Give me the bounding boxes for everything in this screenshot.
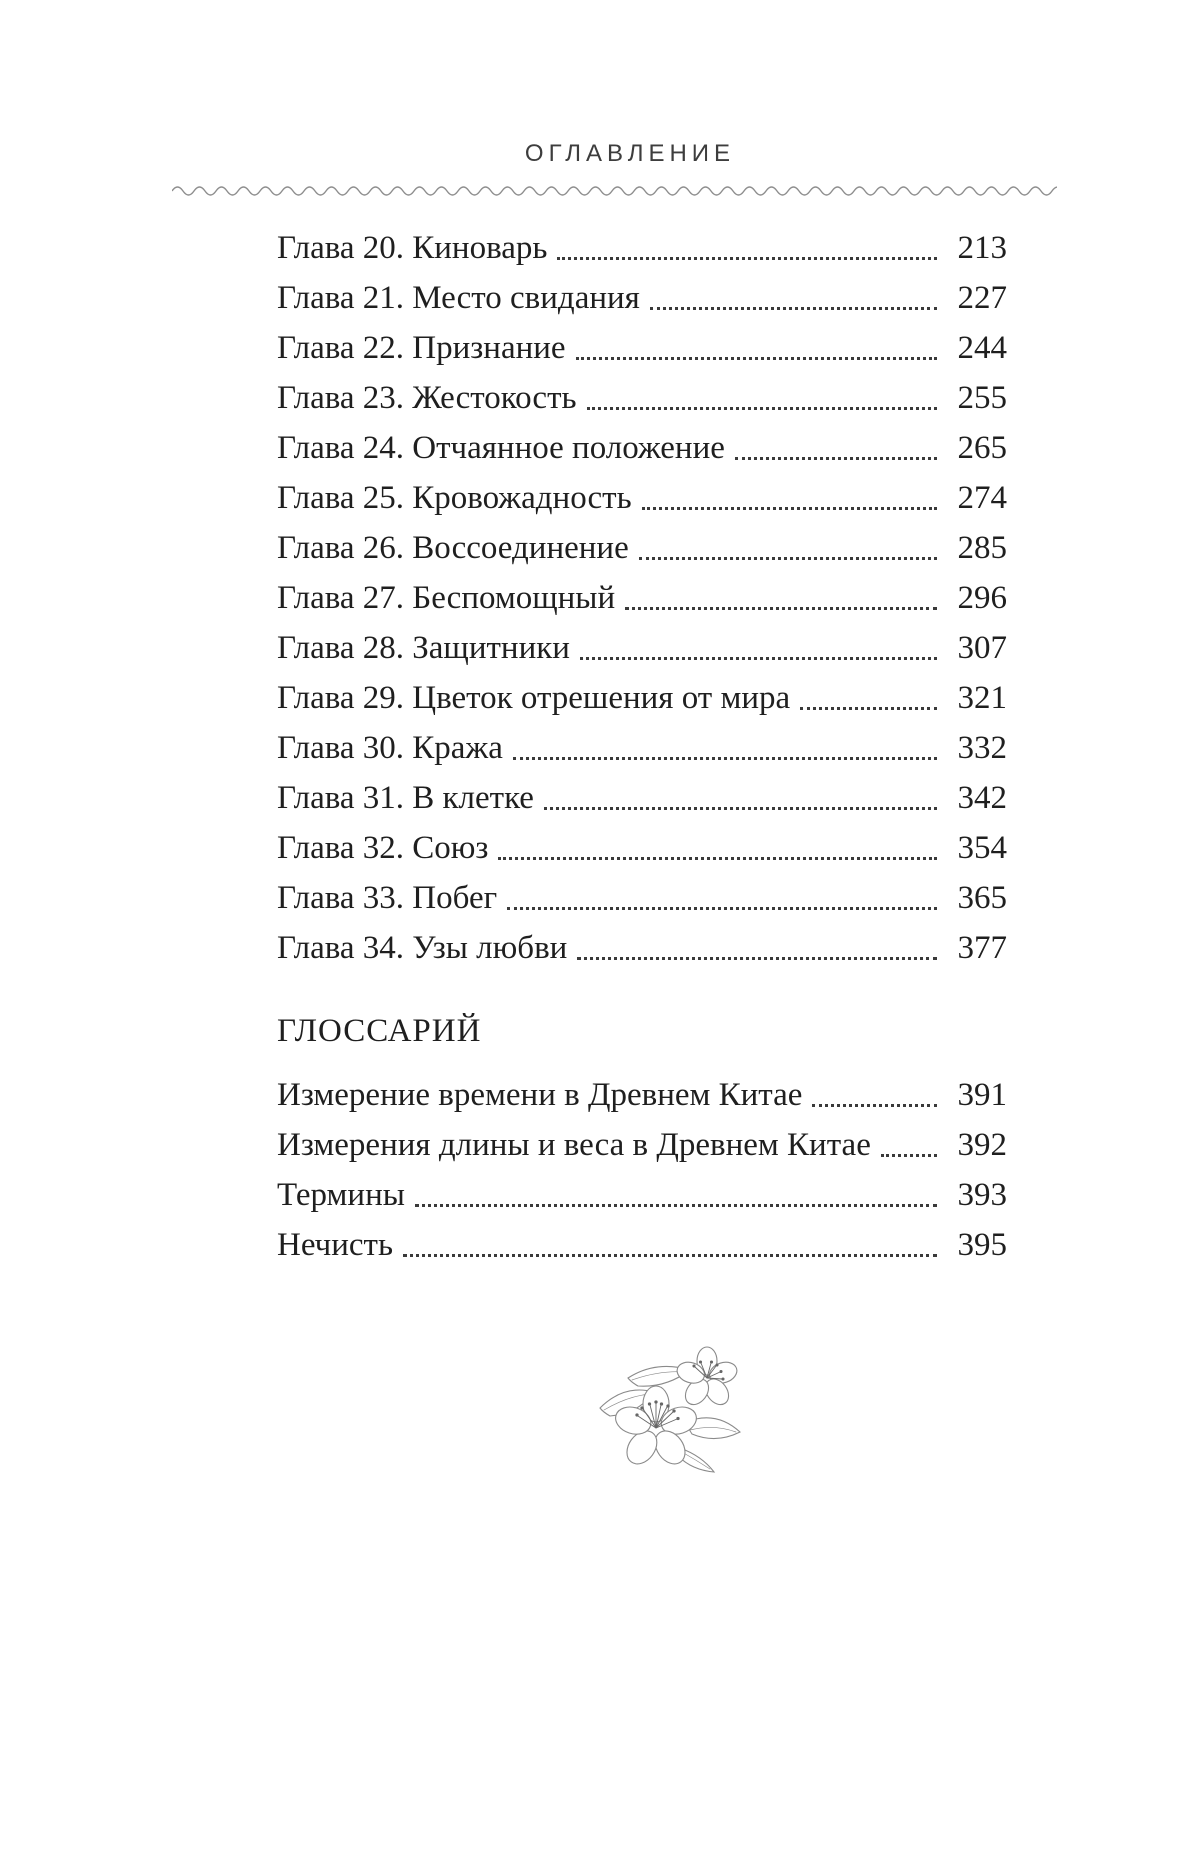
page-title: ОГЛАВЛЕНИЕ xyxy=(524,140,736,167)
toc-entry xyxy=(277,423,1007,473)
glossary-entry xyxy=(277,1120,1007,1170)
page-number: 255 xyxy=(957,380,1007,416)
wavy-divider-icon xyxy=(172,184,1057,196)
chapter-label: Глава 25. Кровожадность xyxy=(277,480,632,516)
dot-leader xyxy=(650,307,937,310)
chapter-label: Глава 20. Киноварь xyxy=(277,230,548,266)
glossary-heading: ГЛОССАРИЙ xyxy=(277,1013,482,1049)
chapter-label: Глава 30. Кража xyxy=(277,730,503,766)
page-number: 213 xyxy=(957,230,1007,266)
page-number: 285 xyxy=(957,530,1007,566)
dot-leader xyxy=(577,957,937,960)
dot-leader xyxy=(576,357,937,360)
chapter-label: Глава 24. Отчаянное положение xyxy=(277,430,725,466)
page-number: 393 xyxy=(957,1177,1007,1213)
page-number: 227 xyxy=(957,280,1007,316)
dot-leader xyxy=(513,757,937,760)
chapter-label: Глава 23. Жестокость xyxy=(277,380,577,416)
toc-entry xyxy=(277,523,1007,573)
dot-leader xyxy=(544,807,937,810)
toc-entry xyxy=(277,323,1007,373)
dot-leader xyxy=(507,907,937,910)
page-number: 307 xyxy=(957,630,1007,666)
page-number: 321 xyxy=(957,680,1007,716)
toc-entry xyxy=(277,373,1007,423)
glossary-label: Нечисть xyxy=(277,1227,394,1263)
page-number: 274 xyxy=(957,480,1007,516)
glossary-list xyxy=(277,1070,1007,1270)
dot-leader xyxy=(639,557,937,560)
chapter-label: Глава 34. Узы любви xyxy=(277,930,568,966)
toc-entry xyxy=(277,873,1007,923)
chapter-label: Глава 29. Цветок отрешения от мира xyxy=(277,680,791,716)
cherry-blossom-icon xyxy=(588,1342,750,1480)
page-number: 342 xyxy=(957,780,1007,816)
toc-entry xyxy=(277,473,1007,523)
page-number: 377 xyxy=(957,930,1007,966)
chapter-label: Глава 32. Союз xyxy=(277,830,489,866)
dot-leader xyxy=(625,607,937,610)
chapter-label: Глава 21. Место свидания xyxy=(277,280,640,316)
toc-entry xyxy=(277,573,1007,623)
page-number: 354 xyxy=(957,830,1007,866)
dot-leader xyxy=(735,457,937,460)
dot-leader xyxy=(587,407,937,410)
dot-leader xyxy=(800,707,937,710)
chapter-label: Глава 22. Признание xyxy=(277,330,566,366)
chapter-label: Глава 26. Воссоединение xyxy=(277,530,629,566)
dot-leader xyxy=(812,1104,937,1107)
page-number: 296 xyxy=(957,580,1007,616)
page-number: 392 xyxy=(957,1127,1007,1163)
page-number: 332 xyxy=(957,730,1007,766)
glossary-label: Измерение времени в Древнем Китае xyxy=(277,1077,803,1113)
page-number: 395 xyxy=(957,1227,1007,1263)
chapter-label: Глава 27. Беспомощный xyxy=(277,580,616,616)
page-number: 365 xyxy=(957,880,1007,916)
dot-leader xyxy=(415,1204,937,1207)
glossary-label: Термины xyxy=(277,1177,405,1213)
dot-leader xyxy=(580,657,937,660)
dot-leader xyxy=(498,857,937,860)
glossary-entry xyxy=(277,1170,1007,1220)
glossary-entry xyxy=(277,1220,1007,1270)
dot-leader xyxy=(557,257,937,260)
chapter-label: Глава 28. Защитники xyxy=(277,630,570,666)
toc-entry xyxy=(277,723,1007,773)
table-of-contents xyxy=(277,223,1007,1270)
toc-entry xyxy=(277,223,1007,273)
toc-entry xyxy=(277,773,1007,823)
toc-entry xyxy=(277,923,1007,973)
toc-entry xyxy=(277,823,1007,873)
page-number: 244 xyxy=(957,330,1007,366)
toc-entry xyxy=(277,273,1007,323)
dot-leader xyxy=(403,1254,937,1257)
toc-entry xyxy=(277,673,1007,723)
page-number: 391 xyxy=(957,1077,1007,1113)
glossary-label: Измерения длины и веса в Древнем Китае xyxy=(277,1127,871,1163)
toc-entry xyxy=(277,623,1007,673)
chapter-label: Глава 33. Побег xyxy=(277,880,498,916)
dot-leader xyxy=(642,507,937,510)
chapter-label: Глава 31. В клетке xyxy=(277,780,534,816)
glossary-entry xyxy=(277,1070,1007,1120)
page-number: 265 xyxy=(957,430,1007,466)
dot-leader xyxy=(881,1154,937,1157)
